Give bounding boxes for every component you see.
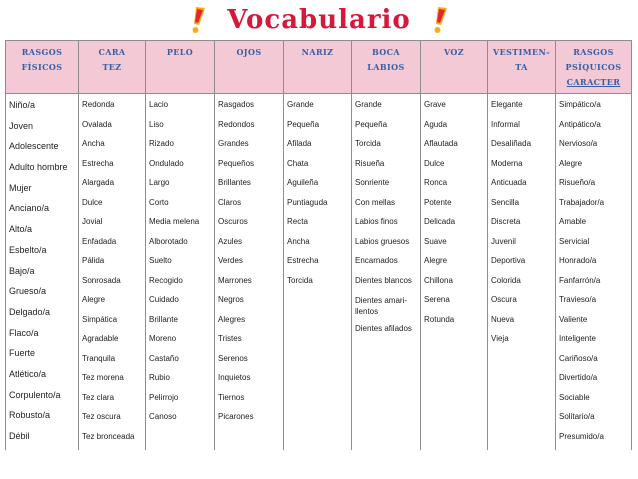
vocabulary-table (5, 40, 632, 450)
list-item: Jovial (82, 217, 103, 226)
list-item: Recta (287, 217, 308, 226)
list-item: Potente (424, 197, 452, 207)
list-item: Desaliñada (491, 139, 532, 148)
list-item: Niño/a (9, 100, 36, 110)
header-cara-tez: CARA TEZ (79, 41, 146, 94)
exclamation-icon (425, 6, 455, 34)
list-item: Enfadada (82, 236, 117, 246)
list-item: Amable (559, 217, 587, 226)
list-item: Risueña (355, 158, 385, 168)
list-item: Grande (287, 100, 314, 109)
header-nariz: NARIZ (284, 41, 352, 94)
list-item: Chata (287, 158, 309, 168)
list-item: Oscura (491, 295, 517, 304)
column-vestimenta (488, 94, 556, 450)
list-item: Negros (218, 295, 244, 304)
list-item: Dientes afilados (355, 324, 412, 333)
list-item: Estrecha (82, 158, 114, 168)
list-item: Canoso (149, 412, 177, 421)
list-item: Grande (355, 100, 382, 109)
header-ojos: OJOS (215, 41, 284, 94)
list-item: Brillante (149, 314, 178, 324)
list-item: Alegre (559, 158, 583, 168)
list-item: Atlético/a (9, 368, 47, 379)
list-item: Simpático/a (559, 100, 601, 109)
list-item: Nervioso/a (559, 139, 598, 148)
list-item: Fuerte (9, 348, 36, 359)
list-item: Sociable (559, 392, 590, 402)
list-item: Vieja (491, 334, 509, 343)
list-item: Pálida (82, 256, 105, 265)
list-item: Liso (149, 119, 164, 129)
list-item: Ronca (424, 178, 448, 187)
list-item: Torcida (355, 139, 381, 148)
list-item: Delgado/a (9, 306, 51, 317)
list-item: Mujer (9, 182, 32, 193)
list-item: Moreno (149, 334, 177, 343)
column-cara-tez (79, 94, 146, 450)
list-item: Corto (149, 197, 169, 207)
list-item: Moderna (491, 158, 523, 168)
list-item: Recogido (149, 275, 183, 285)
list-item: Adolescente (9, 141, 59, 152)
list-item: Lacio (149, 100, 169, 109)
list-item: Con mellas (355, 197, 396, 207)
list-item: Afilada (287, 139, 312, 148)
column-rasgos-psiquicos (556, 94, 632, 450)
list-item: Juvenil (491, 236, 516, 246)
list-item: Delicada (424, 217, 456, 226)
list-item: Cuidado (149, 295, 179, 304)
list-item: Aflautada (424, 139, 458, 148)
list-item: Alto/a (9, 224, 33, 235)
list-item: Tristes (218, 334, 242, 343)
list-item: Alegre (424, 256, 448, 265)
list-item: Grave (424, 100, 446, 109)
column-pelo (146, 94, 215, 450)
header-rasgos-fisicos: RASGOS FÍSICOS (6, 41, 79, 94)
list-item: Esbelto/a (9, 244, 47, 255)
list-item: Antipático/a (559, 119, 601, 129)
header-rasgos-psiquicos: RASGOS PSÍQUICOS CARACTER (556, 41, 632, 94)
list-item: Rotunda (424, 314, 455, 324)
list-item: Adulto hombre (9, 162, 68, 173)
list-item: Informal (491, 119, 520, 129)
list-item: Tiernos (218, 392, 245, 402)
list-item: Suelto (149, 256, 172, 265)
list-item: Media melena (149, 217, 200, 226)
list-item: Alborotado (149, 236, 188, 246)
list-item: Ancha (82, 139, 105, 148)
list-item: Servicial (559, 236, 590, 246)
list-item: Pequeños (218, 158, 255, 168)
list-item: Pequeña (287, 119, 320, 129)
list-item: Flaco/a (9, 327, 39, 338)
list-item: Valiente (559, 314, 588, 324)
column-nariz (284, 94, 352, 450)
list-item: Brillantes (218, 178, 251, 187)
list-item: Redonda (82, 100, 115, 109)
title-bar (0, 4, 638, 36)
list-item: Serena (424, 295, 450, 304)
list-item: Joven (9, 120, 34, 131)
list-item: Aguda (424, 119, 448, 129)
list-item: Azules (218, 236, 243, 246)
list-item: Pelirrojo (149, 392, 179, 402)
column-ojos (215, 94, 284, 450)
list-item: Colorida (491, 275, 521, 285)
page-title: Vocabulario (227, 5, 411, 35)
list-item: Oscuros (218, 217, 248, 226)
list-item: Discreta (491, 217, 521, 226)
list-item: Presumido/a (559, 431, 604, 441)
list-item: Labios gruesos (355, 236, 410, 246)
list-item: Tranquila (82, 353, 116, 363)
list-item: Simpática (82, 314, 118, 324)
list-item: Picarones (218, 412, 254, 421)
list-item: Inquietos (218, 373, 251, 382)
list-item: Alegres (218, 314, 246, 324)
column-boca-labios (352, 94, 421, 450)
header-row (6, 41, 632, 94)
list-item: Verdes (218, 256, 243, 265)
list-item: Rubio (149, 373, 170, 382)
list-item: Encarnados (355, 256, 398, 265)
list-item: Dulce (82, 197, 103, 207)
list-item: Aguileña (287, 178, 319, 187)
list-item: Puntiaguda (287, 197, 328, 207)
exclamation-icon (183, 6, 213, 34)
list-item: Sencilla (491, 197, 520, 207)
list-item: Ancha (287, 236, 310, 246)
list-item: Bajo/a (9, 265, 35, 276)
list-item: Travieso/a (559, 295, 597, 304)
list-item: Tez bronceada (82, 431, 135, 441)
list-item: Labios finos (355, 217, 398, 226)
list-item: Claros (218, 197, 242, 207)
list-item: Marrones (218, 275, 252, 285)
list-item: Elegante (491, 100, 523, 109)
list-item: Torcida (287, 275, 313, 285)
list-item: Ondulado (149, 158, 184, 168)
list-item: Corpulento/a (9, 389, 61, 400)
list-item: Fanfarrón/a (559, 275, 601, 285)
list-item: Suave (424, 236, 447, 246)
body-row (6, 94, 632, 450)
list-item: Honrado/a (559, 256, 597, 265)
list-item: Castaño (149, 353, 179, 363)
header-boca-labios: BOCA LABIOS (352, 41, 421, 94)
list-item: Alargada (82, 178, 115, 187)
list-item: Estrecha (287, 256, 319, 265)
header-pelo: PELO (146, 41, 215, 94)
list-item: Anticuada (491, 178, 527, 187)
list-item: Serenos (218, 353, 248, 363)
list-item: Dientes amari-llentos (355, 296, 408, 316)
list-item: Nueva (491, 314, 515, 324)
header-voz: VOZ (421, 41, 488, 94)
list-item: Tez morena (82, 373, 124, 382)
list-item: Divertido/a (559, 373, 598, 382)
list-item: Sonrosada (82, 275, 121, 285)
list-item: Trabajador/a (559, 197, 605, 207)
list-item: Pequeña (355, 119, 388, 129)
list-item: Dulce (424, 158, 445, 168)
list-item: Rasgados (218, 100, 255, 109)
list-item: Rizado (149, 139, 174, 148)
list-item: Inteligente (559, 334, 596, 343)
list-item: Tez oscura (82, 412, 121, 421)
list-item: Solitario/a (559, 412, 595, 421)
list-item: Chillona (424, 275, 453, 285)
list-item: Redondos (218, 119, 255, 129)
list-item: Anciano/a (9, 203, 50, 214)
list-item: Alegre (82, 295, 106, 304)
list-item: Cariñoso/a (559, 353, 598, 363)
list-item: Tez clara (82, 392, 115, 402)
list-item: Deportiva (491, 256, 526, 265)
list-item: Débil (9, 431, 30, 441)
list-item: Grueso/a (9, 286, 47, 297)
list-item: Sonriente (355, 178, 390, 187)
column-rasgos-fisicos (6, 94, 79, 450)
list-item: Largo (149, 178, 170, 187)
list-item: Risueño/a (559, 178, 596, 187)
list-item: Robusto/a (9, 410, 51, 421)
list-item: Dientes blancos (355, 275, 412, 285)
column-voz (421, 94, 488, 450)
list-item: Ovalada (82, 119, 112, 129)
list-item: Agradable (82, 334, 119, 343)
header-vestimenta: VESTIMEN- TA (488, 41, 556, 94)
list-item: Grandes (218, 139, 249, 148)
